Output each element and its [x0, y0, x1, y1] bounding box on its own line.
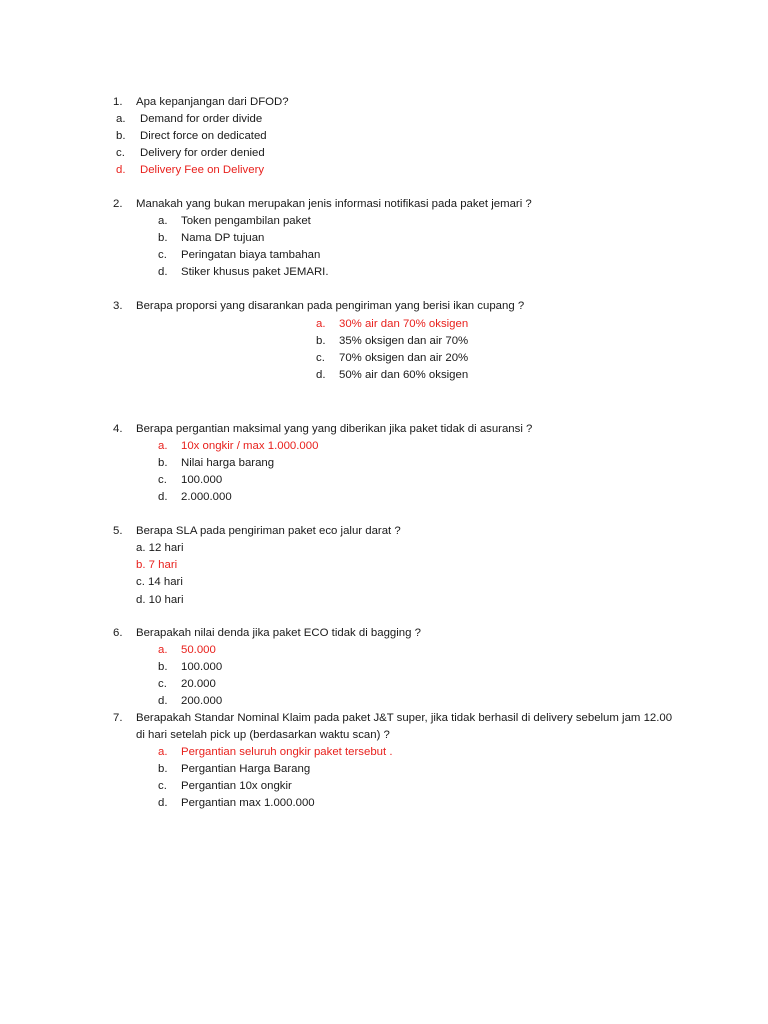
question-number: 4.	[113, 423, 123, 435]
option-text: 35% oksigen dan air 70%	[339, 335, 469, 347]
option-letter: c.	[158, 678, 167, 690]
option-text: Pergantian 10x ongkir	[181, 780, 292, 792]
question-text: Berapa SLA pada pengiriman paket eco jalur darat ?	[136, 525, 401, 537]
option-letter: a.	[158, 746, 168, 758]
option-letter: d.	[158, 695, 168, 707]
option-letter: b.	[158, 661, 168, 673]
question-text: Berapa proporsi yang disarankan pada pengiriman yang berisi ikan cupang ?	[136, 300, 525, 312]
question-text-continued: di hari setelah pick up (berdasarkan waktu scan) ?	[136, 729, 390, 741]
option-letter: c.	[316, 352, 325, 364]
option-letter: b.	[158, 232, 168, 244]
option-text: 200.000	[181, 695, 223, 707]
option-text: c. 14 hari	[136, 576, 183, 588]
option-letter: b.	[316, 335, 326, 347]
option-text: Peringatan biaya tambahan	[181, 249, 321, 261]
question-number: 6.	[113, 627, 123, 639]
option-text: 20.000	[181, 678, 216, 690]
option-text-answer: 30% air dan 70% oksigen	[339, 318, 469, 330]
option-text: 100.000	[181, 661, 223, 673]
option-letter: d.	[158, 266, 168, 278]
option-letter: d.	[158, 491, 168, 503]
option-letter: c.	[158, 780, 167, 792]
question-text: Manakah yang bukan merupakan jenis informasi notifikasi pada paket jemari ?	[136, 198, 532, 210]
option-letter: c.	[158, 249, 167, 261]
question-number: 2.	[113, 198, 123, 210]
option-letter: a.	[158, 644, 168, 656]
option-letter: b.	[116, 130, 126, 142]
option-text: Demand for order divide	[140, 113, 263, 125]
option-text-answer: Pergantian seluruh ongkir paket tersebut .	[181, 746, 393, 758]
question-number: 3.	[113, 300, 123, 312]
option-letter: c.	[116, 147, 125, 159]
option-letter: a.	[158, 440, 168, 452]
option-text: Delivery for order denied	[140, 147, 265, 159]
option-text: Nama DP tujuan	[181, 232, 265, 244]
option-letter: a.	[316, 318, 326, 330]
option-text: Pergantian max 1.000.000	[181, 797, 315, 809]
option-text: Nilai harga barang	[181, 457, 275, 469]
option-letter: a.	[116, 113, 126, 125]
option-text: 2.000.000	[181, 491, 232, 503]
option-text: Direct force on dedicated	[140, 130, 267, 142]
option-letter: d.	[316, 369, 326, 381]
question-text: Berapakah nilai denda jika paket ECO tidak di bagging ?	[136, 627, 421, 639]
question-text: Berapakah Standar Nominal Klaim pada paket J&T super, jika tidak berhasil di delivery sebelum jam 12.00	[136, 712, 673, 724]
option-text-answer: 10x ongkir / max 1.000.000	[181, 440, 319, 452]
option-letter: b.	[158, 457, 168, 469]
option-letter: c.	[158, 474, 167, 486]
option-text-answer: Delivery Fee on Delivery	[140, 164, 265, 176]
option-letter: d.	[158, 797, 168, 809]
option-letter: a.	[158, 215, 168, 227]
option-text: Pergantian Harga Barang	[181, 763, 311, 775]
option-text: 70% oksigen dan air 20%	[339, 352, 469, 364]
option-text: d. 10 hari	[136, 594, 184, 606]
option-text-answer: b. 7 hari	[136, 559, 178, 571]
option-text-answer: 50.000	[181, 644, 216, 656]
option-text: Token pengambilan paket	[181, 215, 311, 227]
option-text: a. 12 hari	[136, 542, 184, 554]
option-text: Stiker khusus paket JEMARI.	[181, 266, 329, 278]
option-text: 50% air dan 60% oksigen	[339, 369, 469, 381]
question-number: 7.	[113, 712, 123, 724]
option-text: 100.000	[181, 474, 223, 486]
question-number: 5.	[113, 525, 123, 537]
question-number: 1.	[113, 96, 123, 108]
option-letter: d.	[116, 164, 126, 176]
question-text: Berapa pergantian maksimal yang yang diberikan jika paket tidak di asuransi ?	[136, 423, 533, 435]
question-text: Apa kepanjangan dari DFOD?	[136, 96, 289, 108]
option-letter: b.	[158, 763, 168, 775]
